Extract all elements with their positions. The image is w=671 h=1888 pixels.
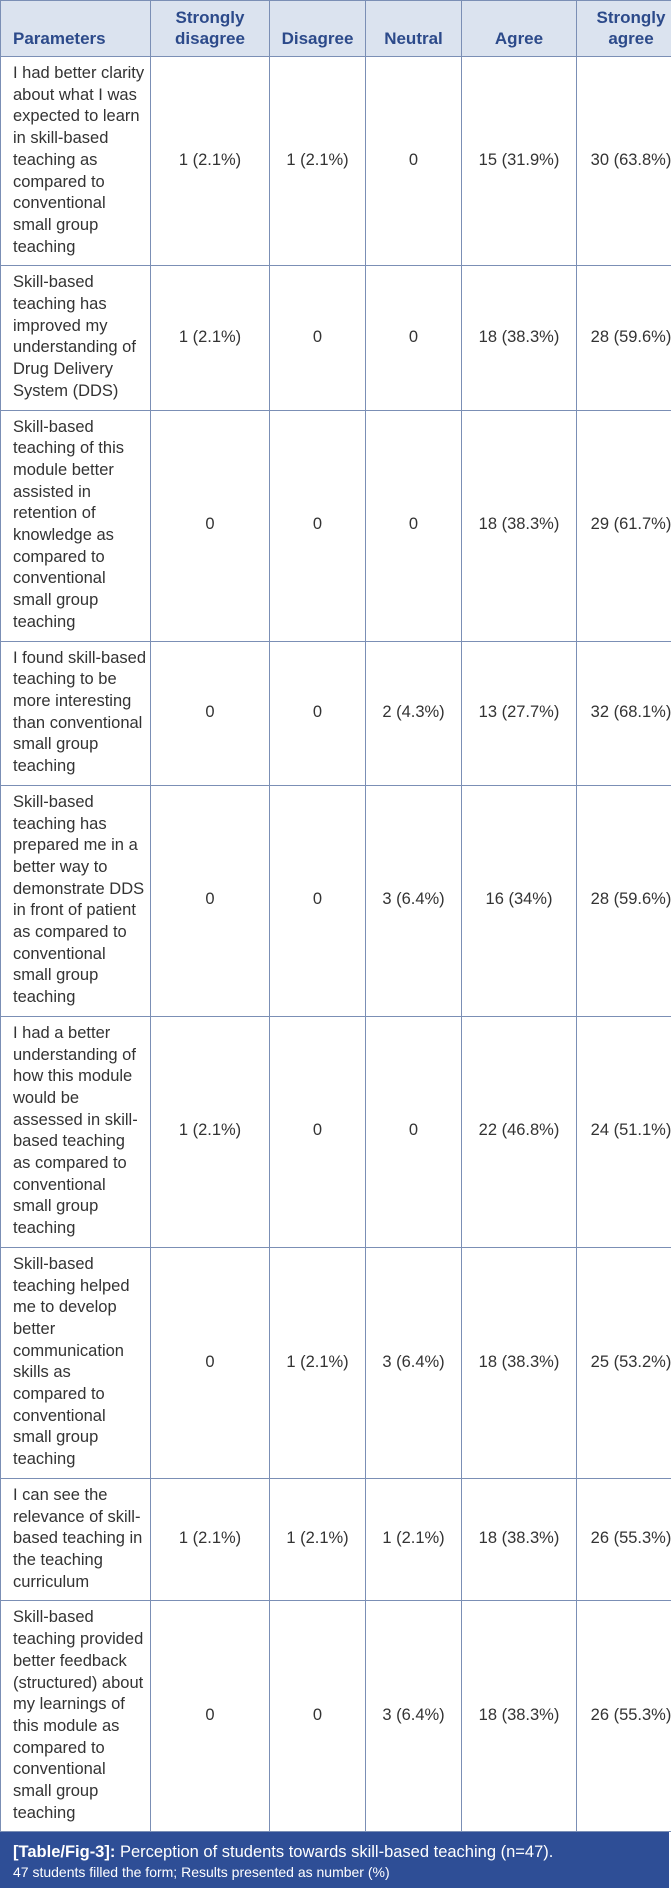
table-row [1,266,671,410]
disagree-cell: 1 (2.1%) [270,1478,366,1601]
strongly-disagree-cell: 0 [151,1601,270,1832]
header-row [1,1,671,57]
caption-label: [Table/Fig-3]: [13,1843,115,1861]
disagree-cell: 0 [270,785,366,1016]
agree-cell: 18 (38.3%) [462,1247,577,1478]
agree-cell: 22 (46.8%) [462,1016,577,1247]
agree-cell: 18 (38.3%) [462,1601,577,1832]
strongly-disagree-cell: 0 [151,785,270,1016]
header-strongly-agree: Strongly agree [577,1,671,57]
disagree-cell: 0 [270,1601,366,1832]
header-neutral: Neutral [366,1,462,57]
strongly-agree-cell: 25 (53.2%) [577,1247,671,1478]
neutral-cell: 3 (6.4%) [366,1247,462,1478]
table-row [1,1247,671,1478]
strongly-disagree-cell: 0 [151,1247,270,1478]
parameter-cell: Skill-based teaching of this module better assisted in retention of knowledge as compared to conventional small group teaching [1,410,151,641]
table-row [1,1601,671,1832]
strongly-disagree-cell: 1 (2.1%) [151,266,270,410]
parameter-cell: I found skill-based teaching to be more interesting than conventional small group teaching [1,641,151,785]
neutral-cell: 0 [366,266,462,410]
strongly-agree-cell: 29 (61.7%) [577,410,671,641]
disagree-cell: 0 [270,641,366,785]
header-strongly-disagree: Strongly disagree [151,1,270,57]
table-row [1,1478,671,1601]
parameter-cell: Skill-based teaching has improved my understanding of Drug Delivery System (DDS) [1,266,151,410]
neutral-cell: 1 (2.1%) [366,1478,462,1601]
caption-title-line [13,1841,656,1863]
parameter-cell: Skill-based teaching has prepared me in a better way to demonstrate DDS in front of patient as compared to conventional small group teaching [1,785,151,1016]
strongly-agree-cell: 32 (68.1%) [577,641,671,785]
header-parameters: Parameters [1,1,151,57]
parameter-cell: Skill-based teaching provided better feedback (structured) about my learnings of this module as compared to conventional small group teaching [1,1601,151,1832]
neutral-cell: 0 [366,1016,462,1247]
parameter-cell: I had a better understanding of how this module would be assessed in skill-based teaching as compared to conventional small group teaching [1,1016,151,1247]
agree-cell: 13 (27.7%) [462,641,577,785]
strongly-disagree-cell: 1 (2.1%) [151,1478,270,1601]
strongly-agree-cell: 24 (51.1%) [577,1016,671,1247]
caption-title: Perception of students towards skill-based teaching (n=47). [120,1843,553,1861]
agree-cell: 16 (34%) [462,785,577,1016]
disagree-cell: 1 (2.1%) [270,57,366,266]
neutral-cell: 2 (4.3%) [366,641,462,785]
strongly-agree-cell: 28 (59.6%) [577,785,671,1016]
disagree-cell: 1 (2.1%) [270,1247,366,1478]
neutral-cell: 3 (6.4%) [366,785,462,1016]
table-row [1,641,671,785]
header-disagree: Disagree [270,1,366,57]
disagree-cell: 0 [270,266,366,410]
neutral-cell: 3 (6.4%) [366,1601,462,1832]
strongly-agree-cell: 26 (55.3%) [577,1478,671,1601]
strongly-agree-cell: 28 (59.6%) [577,266,671,410]
disagree-cell: 0 [270,410,366,641]
table-row [1,410,671,641]
neutral-cell: 0 [366,410,462,641]
parameter-cell: I had better clarity about what I was expected to learn in skill-based teaching as compared to conventional small group teaching [1,57,151,266]
agree-cell: 18 (38.3%) [462,1478,577,1601]
parameter-cell: I can see the relevance of skill-based teaching in the teaching curriculum [1,1478,151,1601]
neutral-cell: 0 [366,57,462,266]
header-agree: Agree [462,1,577,57]
agree-cell: 18 (38.3%) [462,410,577,641]
table-row [1,57,671,266]
agree-cell: 18 (38.3%) [462,266,577,410]
caption-note: 47 students filled the form; Results presented as number (%) [13,1863,656,1881]
strongly-disagree-cell: 1 (2.1%) [151,57,270,266]
table-caption [0,1832,669,1888]
parameter-cell: Skill-based teaching helped me to develop better communication skills as compared to conventional small group teaching [1,1247,151,1478]
agree-cell: 15 (31.9%) [462,57,577,266]
strongly-agree-cell: 26 (55.3%) [577,1601,671,1832]
table-row [1,785,671,1016]
strongly-disagree-cell: 0 [151,641,270,785]
disagree-cell: 0 [270,1016,366,1247]
strongly-agree-cell: 30 (63.8%) [577,57,671,266]
table-row [1,1016,671,1247]
strongly-disagree-cell: 0 [151,410,270,641]
strongly-disagree-cell: 1 (2.1%) [151,1016,270,1247]
